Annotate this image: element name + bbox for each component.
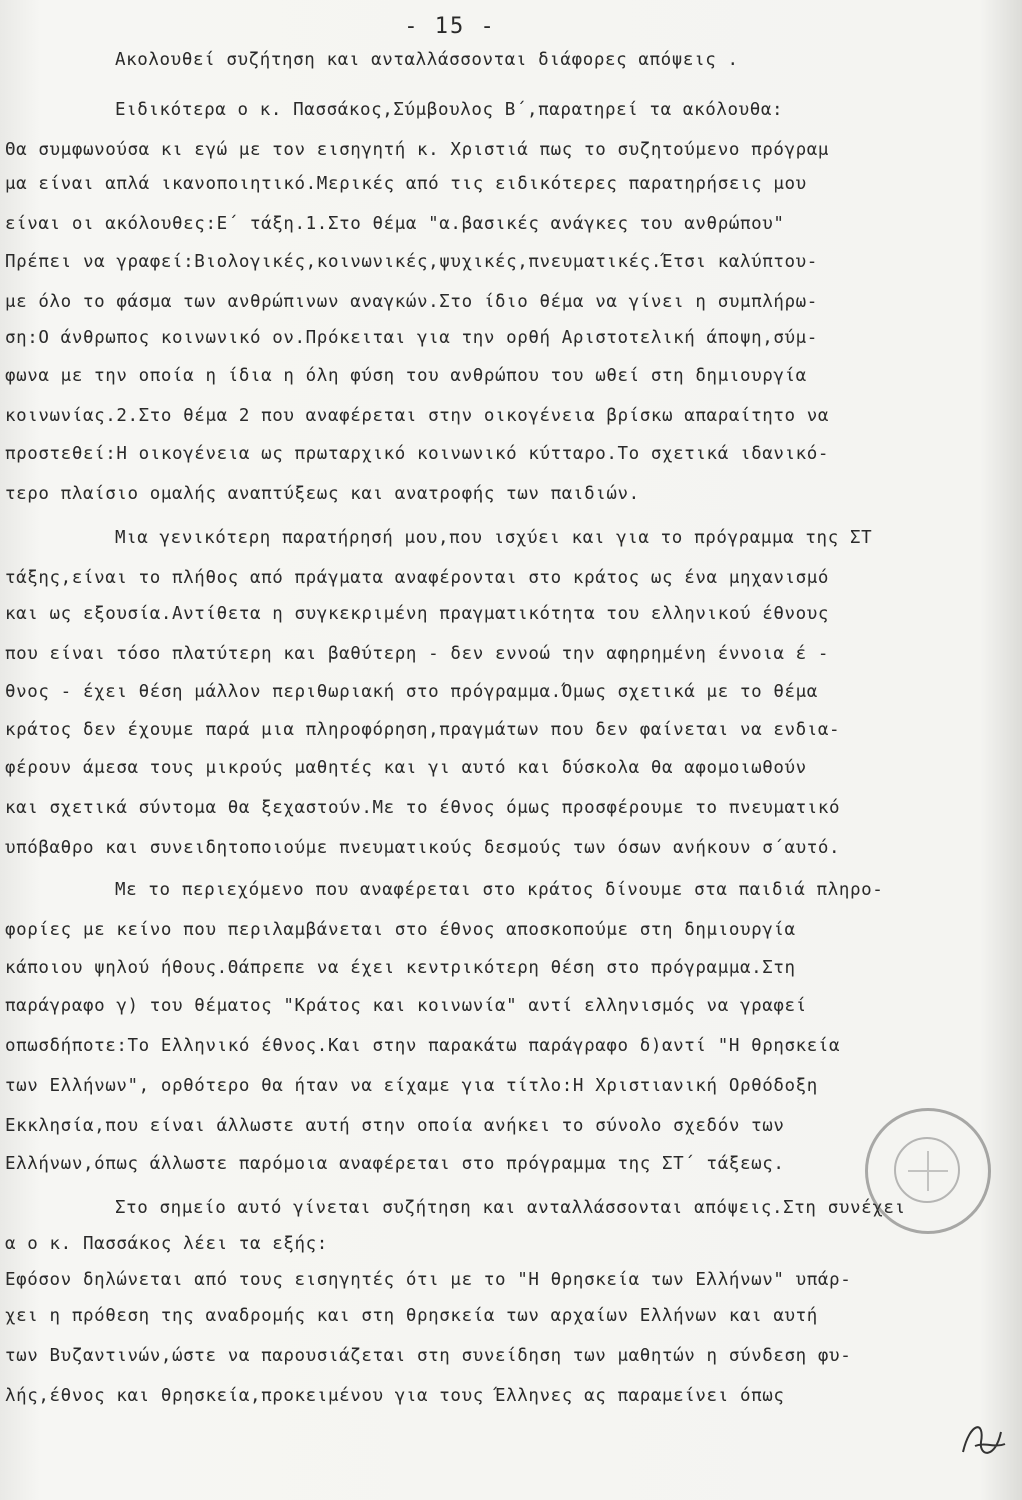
- text-line: φέρουν άμεσα τους μικρούς μαθητές και γι αυτό και δύσκολα θα αφομοιωθούν: [5, 758, 807, 778]
- page-number: - 15 -: [404, 14, 496, 39]
- text-line: είναι οι ακόλουθες:Ε΄ τάξη.1.Στο θέμα "α.βασικές ανάγκες του ανθρώπου": [5, 214, 785, 234]
- text-line: των Βυζαντινών,ώστε να παρουσιάζεται στη συνείδηση των μαθητών η σύνδεση φυ-: [5, 1346, 852, 1366]
- text-line: Ακολουθεί συζήτηση και ανταλλάσσονται διάφορες απόψεις .: [115, 50, 739, 70]
- signature-mark: [955, 1412, 1010, 1472]
- text-line: Ελλήνων,όπως άλλωστε παρόμοια αναφέρεται στο πρόγραμμα της ΣΤ΄ τάξεως.: [5, 1154, 785, 1174]
- text-line: Μια γενικότερη παρατήρησή μου,που ισχύει και για το πρόγραμμα της ΣΤ: [115, 528, 873, 548]
- text-line: τάξης,είναι το πλήθος από πράγματα αναφέρονται στο κράτος ως ένα μηχανισμό: [5, 568, 830, 588]
- text-line: κοινωνίας.2.Στο θέμα 2 που αναφέρεται στην οικογένεια βρίσκω απαραίτητο να: [5, 406, 830, 426]
- text-line: φωνα με την οποία η ίδια η όλη φύση του ανθρώπου του ωθεί στη δημιουργία: [5, 366, 807, 386]
- text-line: Στο σημείο αυτό γίνεται συζήτηση και ανταλλάσσονται απόψεις.Στη συνέχει: [115, 1198, 906, 1218]
- text-line: και σχετικά σύντομα θα ξεχαστούν.Με το έθνος όμως προσφέρουμε το πνευματικό: [5, 798, 841, 818]
- text-line: α ο κ. Πασσάκος λέει τα εξής:: [5, 1234, 328, 1254]
- text-line: μα είναι απλά ικανοποιητικό.Μερικές από τις ειδικότερες παρατηρήσεις μου: [5, 174, 807, 194]
- text-line: φορίες με κείνο που περιλαμβάνεται στο έθνος αποσκοπούμε στη δημιουργία: [5, 920, 796, 940]
- text-line: Θα συμφωνούσα κι εγώ με τον εισηγητή κ. Χριστιά πως το συζητούμενο πρόγραμ: [5, 140, 830, 160]
- text-line: Ειδικότερα ο κ. Πασσάκος,Σύμβουλος Β΄,παρατηρεί τα ακόλουθα:: [115, 100, 784, 120]
- text-line: τερο πλαίσιο ομαλής αναπτύξεως και ανατροφής των παιδιών.: [5, 484, 640, 504]
- text-line: ση:Ο άνθρωπος κοινωνικό ον.Πρόκειται για την ορθή Αριστοτελική άποψη,σύμ-: [5, 328, 818, 348]
- text-line: προστεθεί:Η οικογένεια ως πρωταρχικό κοινωνικό κύτταρο.Το σχετικά ιδανικό-: [5, 444, 830, 464]
- text-line: οπωσδήποτε:Το Ελληνικό έθνος.Και στην παρακάτω παράγραφο δ)αντί "Η θρησκεία: [5, 1036, 841, 1056]
- text-line: Με το περιεχόμενο που αναφέρεται στο κράτος δίνουμε στα παιδιά πληρο-: [115, 880, 884, 900]
- text-line: Πρέπει να γραφεί:Βιολογικές,κοινωνικές,ψυχικές,πνευματικές.Έτσι καλύπτου-: [5, 252, 818, 272]
- official-stamp: [865, 1108, 991, 1234]
- text-line: υπόβαθρο και συνειδητοποιούμε πνευματικούς δεσμούς των όσων ανήκουν σ΄αυτό.: [5, 838, 841, 858]
- text-line: και ως εξουσία.Αντίθετα η συγκεκριμένη πραγματικότητα του ελληνικού έθνους: [5, 604, 830, 624]
- text-line: κράτος δεν έχουμε παρά μια πληροφόρηση,πραγμάτων που δεν φαίνεται να ενδια-: [5, 720, 841, 740]
- text-line: Εφόσον δηλώνεται από τους εισηγητές ότι με το "Η θρησκεία των Ελλήνων" υπάρ-: [5, 1270, 852, 1290]
- text-line: των Ελλήνων", ορθότερο θα ήταν να είχαμε για τίτλο:Η Χριστιανική Ορθόδοξη: [5, 1076, 818, 1096]
- text-line: που είναι τόσο πλατύτερη και βαθύτερη - δεν εννοώ την αφηρημένη έννοια έ -: [5, 644, 830, 664]
- text-line: με όλο το φάσμα των ανθρώπινων αναγκών.Στο ίδιο θέμα να γίνει η συμπλήρω-: [5, 292, 818, 312]
- text-line: παράγραφο γ) του θέματος "Κράτος και κοινωνία" αντί ελληνισμός να γραφεί: [5, 996, 807, 1016]
- text-line: Εκκλησία,που είναι άλλωστε αυτή στην οποία ανήκει το σύνολο σχεδόν των: [5, 1116, 785, 1136]
- text-line: χει η πρόθεση της αναδρομής και στη θρησκεία των αρχαίων Ελλήνων και αυτή: [5, 1306, 818, 1326]
- text-line: κάποιου ψηλού ήθους.Θάπρεπε να έχει κεντρικότερη θέση στο πρόγραμμα.Στη: [5, 958, 796, 978]
- text-line: λής,έθνος και θρησκεία,προκειμένου για τους Έλληνες ας παραμείνει όπως: [5, 1386, 785, 1406]
- text-line: θνος - έχει θέση μάλλον περιθωριακή στο πρόγραμμα.Όμως σχετικά με το θέμα: [5, 682, 818, 702]
